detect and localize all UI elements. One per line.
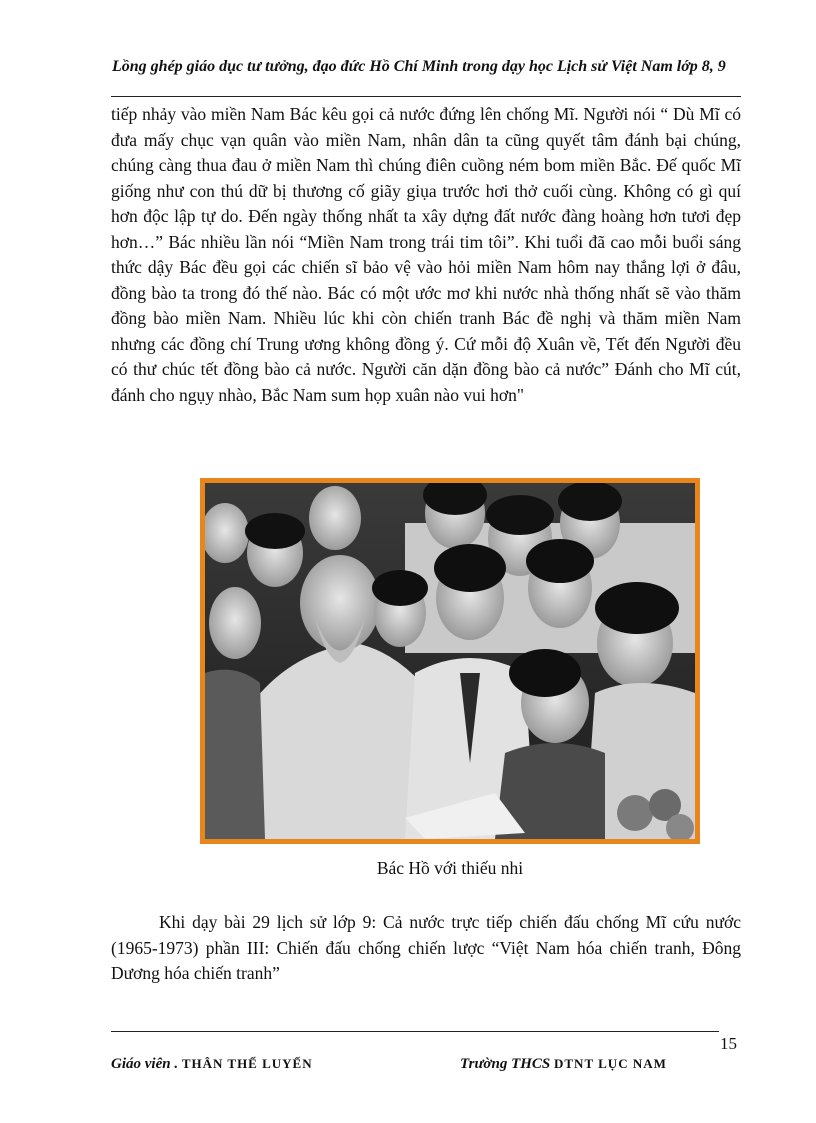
photo-frame: [200, 478, 700, 844]
school-label: Trường THCS: [460, 1056, 551, 1072]
school-name: DTNT LỤC NAM: [554, 1056, 667, 1071]
footer-teacher: Giáo viên . THÂN THẾ LUYẾN: [111, 1056, 313, 1072]
page-number: 15: [720, 1034, 737, 1053]
lesson-paragraph: Khi dạy bài 29 lịch sử lớp 9: Cả nước trực tiếp chiến đấu chống Mĩ cứu nước (1965-1973) phần III: Chiến đấu chống chiến lược “Việt Nam hóa chiến tranh, Đông Dương hóa chiến tranh”: [111, 912, 741, 983]
header-rule: [111, 96, 741, 97]
teacher-name: THÂN THẾ LUYẾN: [181, 1056, 313, 1071]
footer-school: [460, 1056, 667, 1073]
photo-caption: Bác Hồ với thiếu nhi: [376, 858, 524, 878]
header-title: Lồng ghép giáo dục tư tưởng, đạo đức Hồ Chí Minh trong dạy học Lịch sử Việt Nam lớp 8, 9: [112, 58, 726, 75]
footer-rule: [111, 1031, 719, 1032]
body-paragraph: tiếp nhảy vào miền Nam Bác kêu gọi cả nước đứng lên chống Mĩ. Người nói “ Dù Mĩ có đưa mấy chục vạn quân vào miền Nam, nhân dân ta cũng quyết tâm đánh bại chúng, chúng càng thua đau ở miền Nam thì chúng điên cuồng ném bom miền Bắc. Đế quốc Mĩ giống như con thú dữ bị thương cố giãy giụa trước hơi thở cuối cùng. Không có gì quí hơn độc lập tự do. Đến ngày thống nhất ta xây dựng đất nước đàng hoàng hơn tươi đẹp hơn…” Bác nhiều lần nói “Miền Nam trong trái tim tôi”. Khi tuổi đã cao mỗi buổi sáng thức dậy Bác đều gọi các chiến sĩ bảo vệ vào hỏi miền Nam hôm nay thắng lợi ở đâu, đồng bào ta trong đó thế nào. Bác có một ước mơ khi nước nhà thống nhất sẽ vào thăm đồng bào miền Nam. Nhiều lúc khi còn chiến tranh Bác đề nghị và thăm miền Nam nhưng các đồng chí Trung ương không đồng ý. Cứ mỗi độ Xuân về, Tết đến Người đều có thư chúc tết đồng bào cả nước. Người căn dặn đồng bào cả nước” Đánh cho Mĩ cút, đánh cho ngụy nhào, Bắc Nam sum họp xuân nào vui hơn": [111, 104, 741, 405]
photo-uncle-ho-with-children: [205, 483, 695, 839]
teacher-label: Giáo viên: [111, 1056, 171, 1072]
